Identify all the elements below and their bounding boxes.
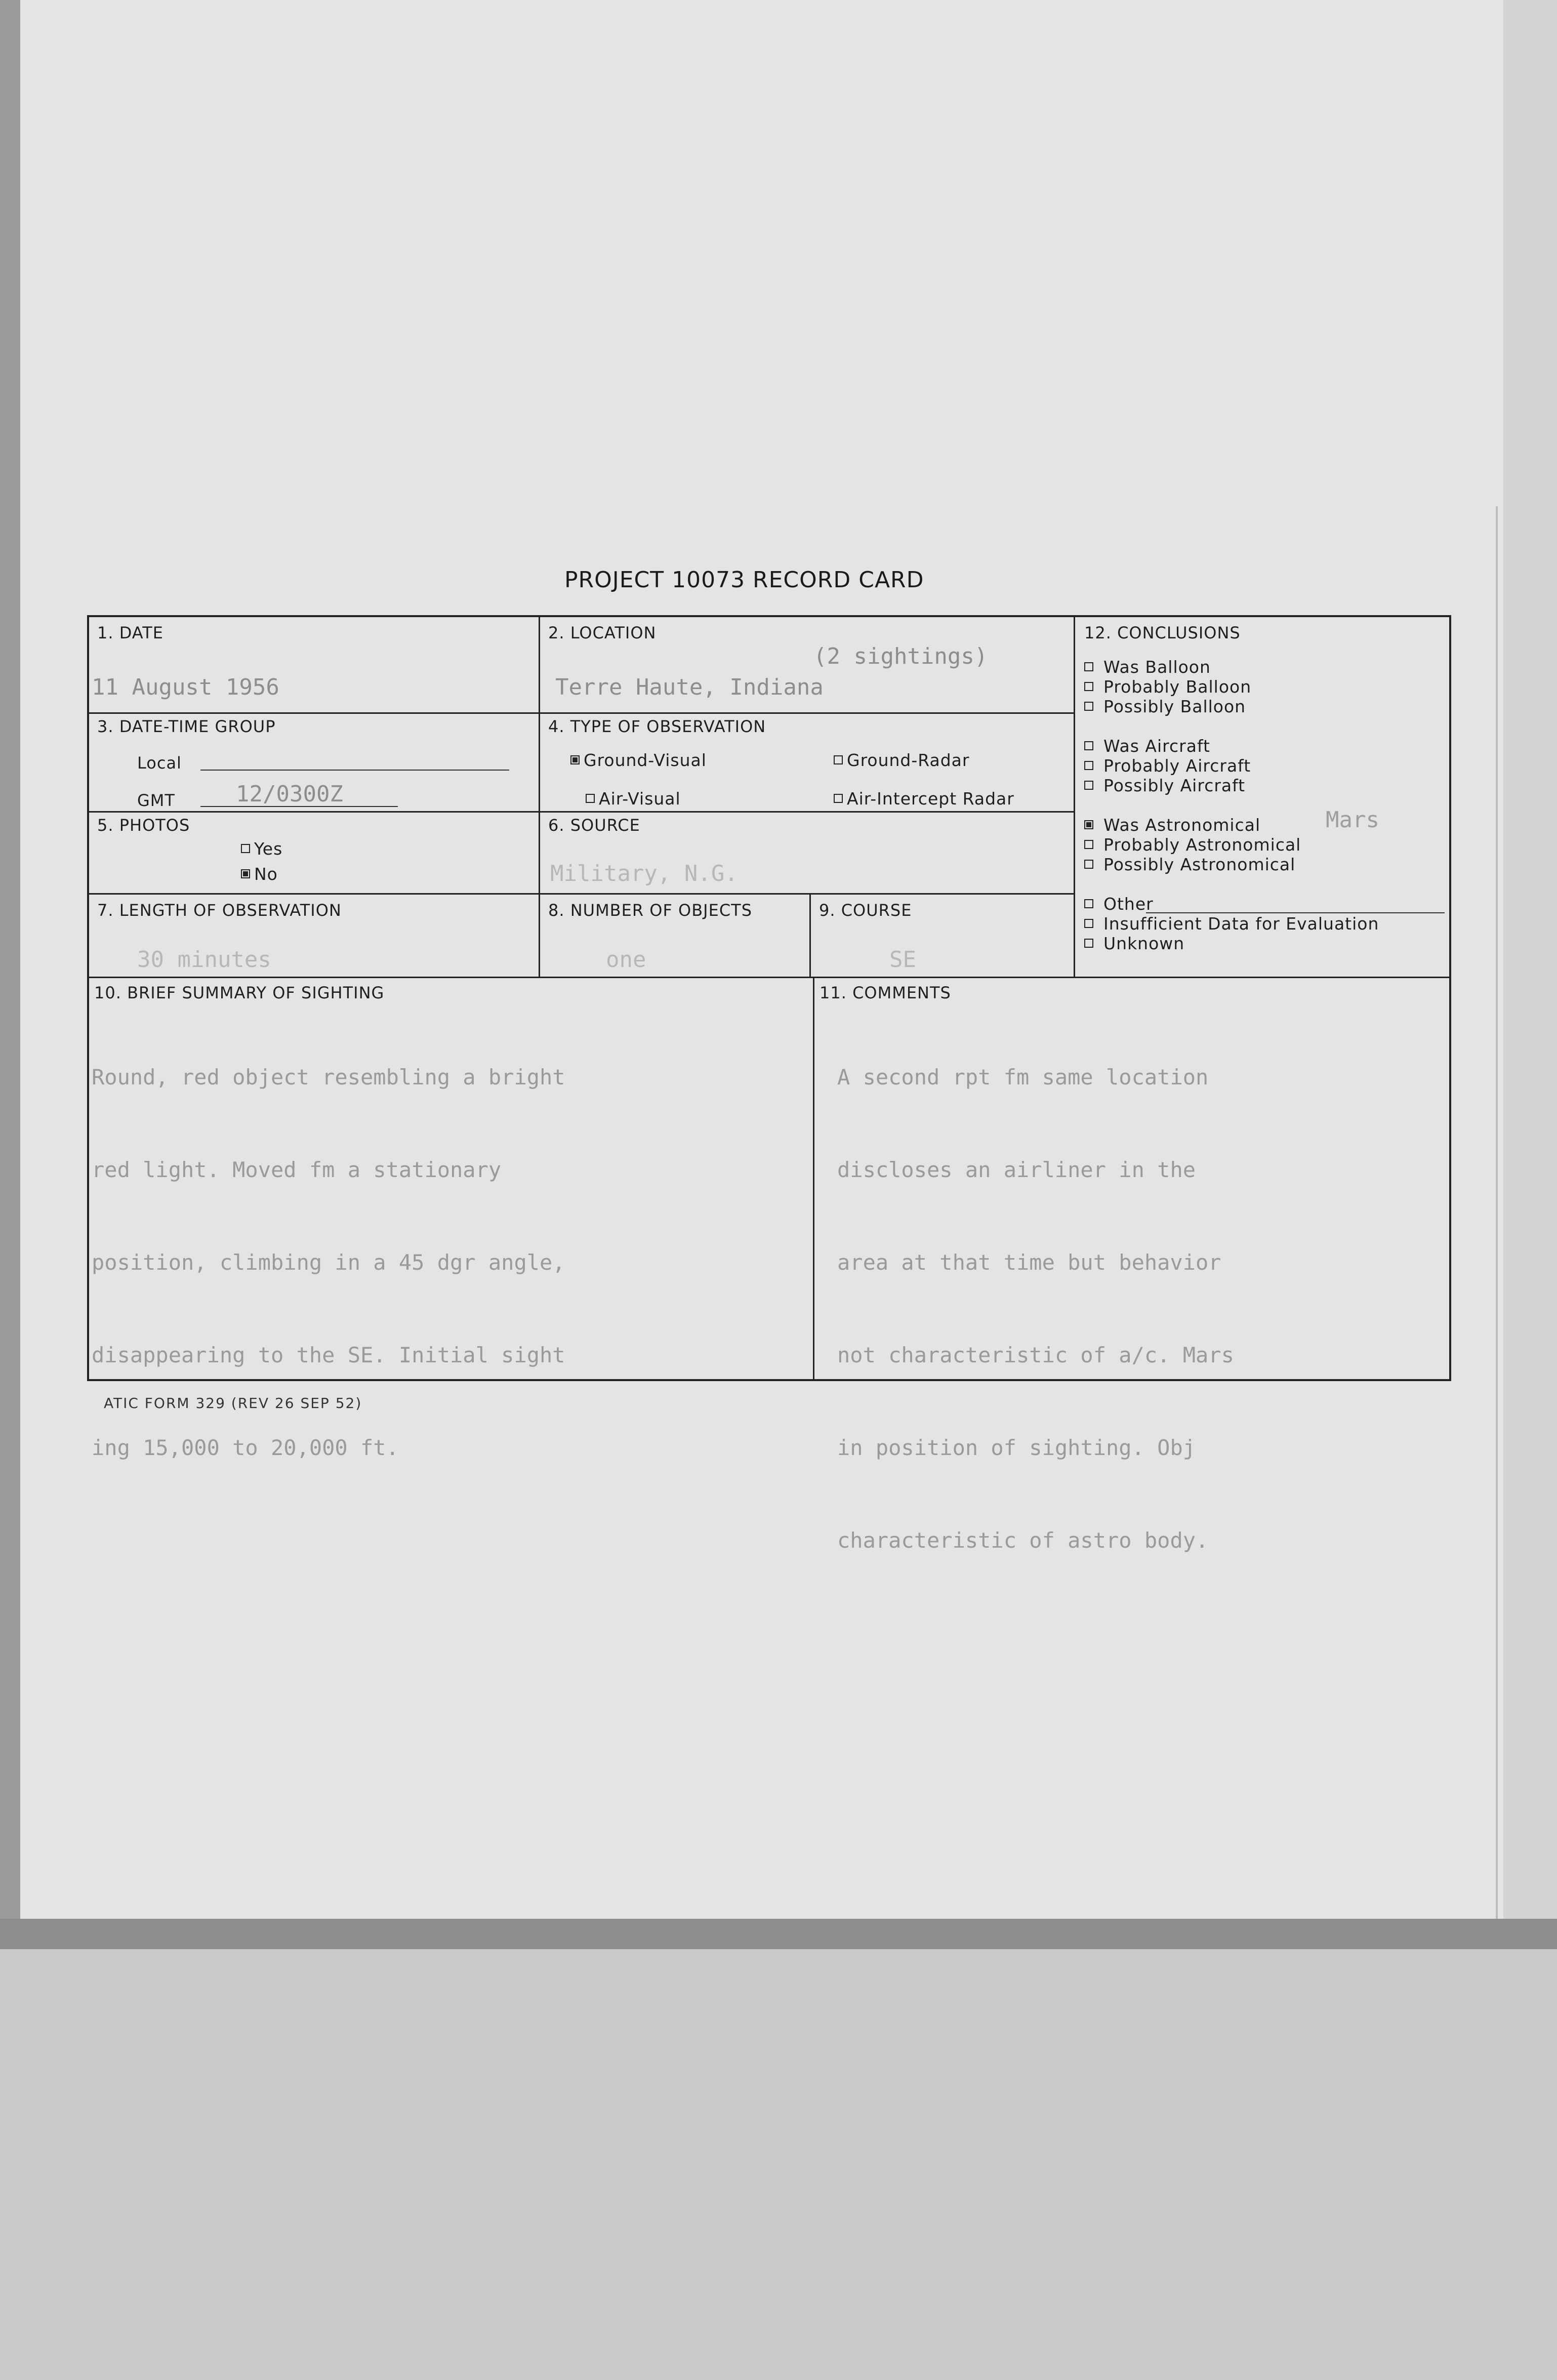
lower-background — [0, 1949, 1557, 2380]
ground-radar-label: Ground-Radar — [847, 750, 970, 770]
air-visual-label: Air-Visual — [599, 789, 681, 809]
insufficient-data-checkbox[interactable] — [1084, 919, 1093, 928]
other-label: Other — [1103, 894, 1154, 914]
cell-conclusions — [1074, 617, 1450, 977]
cell-source — [539, 811, 1074, 893]
dtg-gmt-value: 12/0300Z — [236, 781, 343, 807]
date-label: 1. DATE — [97, 623, 163, 642]
possibly-aircraft-label: Possibly Aircraft — [1103, 776, 1246, 795]
was-astronomical-label: Was Astronomical — [1103, 815, 1261, 835]
cell-date-time-group — [89, 712, 539, 811]
length-value: 30 minutes — [137, 947, 271, 973]
air-intercept-radar-label: Air-Intercept Radar — [847, 789, 1014, 809]
probably-astronomical-checkbox[interactable] — [1084, 840, 1093, 849]
probably-astronomical-label: Probably Astronomical — [1103, 835, 1301, 855]
photos-no-checkbox[interactable] — [241, 869, 250, 878]
air-visual-checkbox[interactable] — [586, 794, 595, 803]
comments-line: area at that time but behavior — [837, 1250, 1221, 1275]
summary-line: position, climbing in a 45 dgr angle, — [92, 1250, 565, 1275]
probably-aircraft-checkbox[interactable] — [1084, 761, 1093, 770]
cell-location — [539, 617, 1074, 712]
unknown-checkbox[interactable] — [1084, 939, 1093, 948]
air-intercept-radar-checkbox[interactable] — [834, 794, 843, 803]
was-aircraft-checkbox[interactable] — [1084, 741, 1093, 750]
summary-line: red light. Moved fm a stationary — [92, 1157, 502, 1182]
form-id: ATIC FORM 329 (REV 26 SEP 52) — [104, 1395, 362, 1411]
possibly-aircraft-checkbox[interactable] — [1084, 781, 1093, 790]
dtg-label: 3. DATE-TIME GROUP — [97, 717, 276, 736]
possibly-balloon-label: Possibly Balloon — [1103, 697, 1246, 716]
summary-label: 10. BRIEF SUMMARY OF SIGHTING — [94, 983, 385, 1002]
comments-line: characteristic of astro body. — [837, 1528, 1209, 1553]
comments-line: not characteristic of a/c. Mars — [837, 1343, 1234, 1367]
course-value: SE — [889, 947, 916, 973]
comments-text — [837, 1000, 1234, 1618]
course-label: 9. COURSE — [819, 901, 912, 920]
was-balloon-label: Was Balloon — [1103, 657, 1211, 677]
photos-label: 5. PHOTOS — [97, 816, 190, 835]
summary-line: disappearing to the SE. Initial sight — [92, 1343, 565, 1367]
ground-visual-checkbox[interactable] — [570, 755, 580, 764]
length-label: 7. LENGTH OF OBSERVATION — [97, 901, 342, 920]
probably-balloon-checkbox[interactable] — [1084, 682, 1093, 691]
cell-course — [809, 893, 1074, 977]
dtg-local-line — [200, 770, 509, 771]
cell-date — [89, 617, 539, 712]
probably-aircraft-label: Probably Aircraft — [1103, 756, 1251, 776]
dtg-gmt-line — [200, 806, 398, 807]
insufficient-data-label: Insufficient Data for Evaluation — [1103, 914, 1379, 934]
sheet-bottom-shadow — [0, 1919, 1557, 1949]
probably-balloon-label: Probably Balloon — [1103, 677, 1252, 697]
other-line — [1146, 912, 1445, 913]
dtg-gmt-label: GMT — [137, 791, 175, 810]
cell-comments — [813, 977, 1450, 1553]
source-label: 6. SOURCE — [548, 816, 640, 835]
ground-visual-label: Ground-Visual — [584, 750, 707, 770]
photos-no-label: No — [254, 864, 278, 884]
location-label: 2. LOCATION — [548, 623, 657, 642]
possibly-balloon-checkbox[interactable] — [1084, 702, 1093, 711]
conclusions-label: 12. CONCLUSIONS — [1084, 623, 1241, 642]
was-balloon-checkbox[interactable] — [1084, 662, 1093, 671]
was-astronomical-checkbox[interactable] — [1084, 820, 1093, 829]
astronomical-annotation: Mars — [1326, 807, 1379, 833]
objects-label: 8. NUMBER OF OBJECTS — [548, 901, 753, 920]
was-aircraft-label: Was Aircraft — [1103, 736, 1210, 756]
dtg-local-label: Local — [137, 753, 182, 773]
summary-line: Round, red object resembling a bright — [92, 1065, 565, 1090]
cell-length — [89, 893, 539, 977]
card-title: PROJECT 10073 RECORD CARD — [564, 567, 924, 593]
cell-photos — [89, 811, 539, 893]
date-value: 11 August 1956 — [92, 674, 279, 700]
objects-value: one — [606, 947, 646, 973]
photos-yes-checkbox[interactable] — [241, 844, 250, 853]
cell-observation-type — [539, 712, 1074, 811]
possibly-astronomical-checkbox[interactable] — [1084, 860, 1093, 869]
ground-radar-checkbox[interactable] — [834, 755, 843, 764]
observation-type-label: 4. TYPE OF OBSERVATION — [548, 717, 766, 736]
unknown-label: Unknown — [1103, 934, 1185, 953]
cell-objects — [539, 893, 809, 977]
summary-text — [92, 1000, 565, 1525]
comments-line: in position of sighting. Obj — [837, 1435, 1196, 1460]
sheet-right-edge — [1496, 506, 1498, 2005]
comments-line: discloses an airliner in the — [837, 1157, 1196, 1182]
source-value: Military, N.G. — [550, 861, 738, 886]
summary-line: ing 15,000 to 20,000 ft. — [92, 1435, 399, 1460]
photos-yes-label: Yes — [254, 839, 283, 859]
possibly-astronomical-label: Possibly Astronomical — [1103, 855, 1296, 874]
comments-line: A second rpt fm same location — [837, 1065, 1209, 1090]
location-value: Terre Haute, Indiana — [555, 674, 824, 700]
other-checkbox[interactable] — [1084, 899, 1093, 908]
location-note: (2 sightings) — [813, 643, 988, 669]
comments-label: 11. COMMENTS — [820, 983, 951, 1002]
